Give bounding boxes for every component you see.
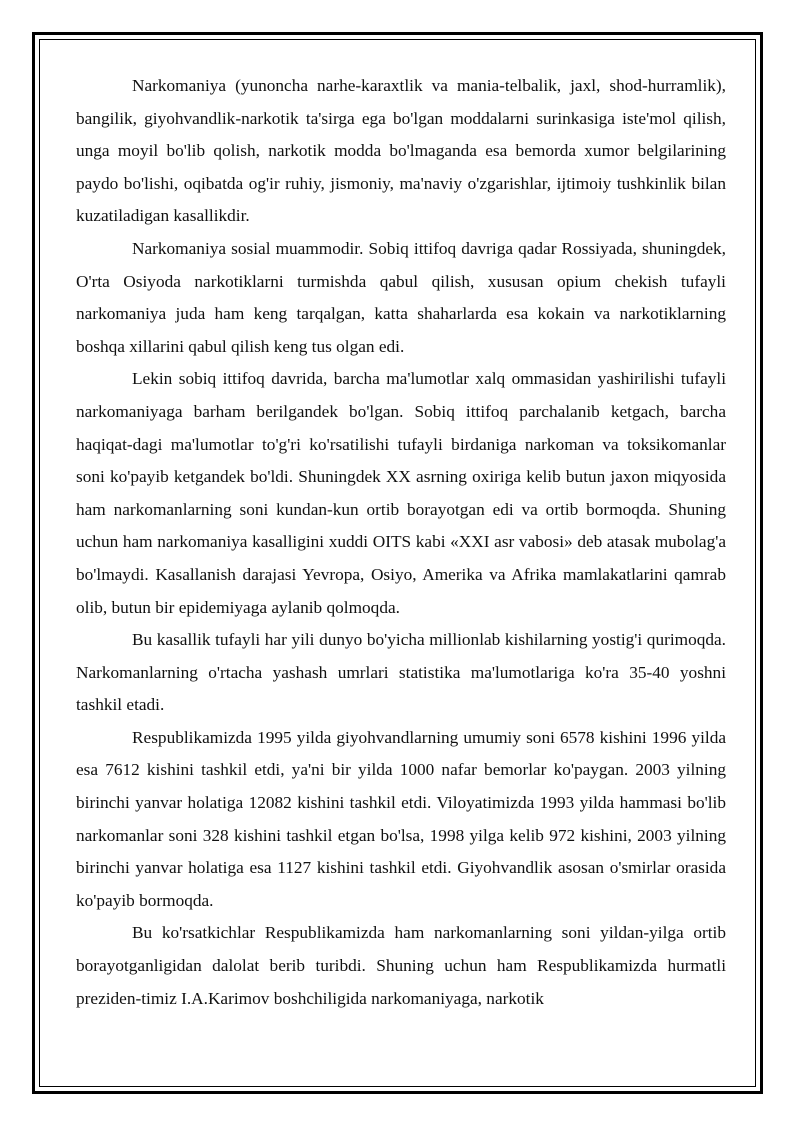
document-body <box>76 70 726 1015</box>
paragraph-social-problem: Narkomaniya sosial muammodir. Sobiq ittifoq davriga qadar Rossiyada, shuningdek, O'rta Osiyoda narkotiklarni turmishda qabul qilish, xususan opium chekish tufayli narkomaniya juda ham keng tarqalgan, katta shaharlarda esa kokain va narkotiklarning boshqa xillarini qabul qilish keng tus olgan edi. <box>76 238 726 356</box>
paragraph-definition: Narkomaniya (yunoncha narhe-karaxtlik va mania-telbalik, jaxl, shod-hurramlik), bangilik, giyohvandlik-narkotik ta'sirga ega bo'lgan moddalarni surinkasiga iste'mol qilish, unga moyil bo'lib qolish, narkotik modda bo'lmaganda esa bemorda xumor belgilarining paydo bo'lishi, oqibatda og'ir ruhiy, jismoniy, ma'naviy o'zgarishlar, ijtimoiy tushkinlik bilan kuzatiladigan kasallikdir. <box>76 76 726 226</box>
paragraph-statistics: Respublikamizda 1995 yilda giyohvandlarning umumiy soni 6578 kishini 1996 yilda esa 7612 kishini tashkil etdi, ya'ni bir yilda 1000 nafar bemorlar ko'paygan. 2003 yilning birinchi yanvar holatiga 12082 kishini tashkil etdi. Viloyatimizda 1993 yilda hammasi bo'lib narkomanlar soni 328 kishini tashkil etgan bo'lsa, 1998 yilga kelib 972 kishini, 2003 yilning birinchi yanvar holatiga esa 1127 kishini tashkil etdi. Giyohvandlik asosan o'smirlar orasida ko'payib bormoqda. <box>76 727 726 910</box>
paragraph-soviet-period: Lekin sobiq ittifoq davrida, barcha ma'lumotlar xalq ommasidan yashirilishi tufayli narkomaniyaga barham berilgandek bo'lgan. Sobiq ittifoq parchalanib ketgach, barcha haqiqat-dagi ma'lumotlar to'g'ri ko'rsatilishi tufayli birdaniga narkoman va toksikomanlar soni ko'payib ketgandek bo'ldi. Shuningdek XX asrning oxiriga kelib butun jaxon miqyosida ham narkomanlarning soni kundan-kun ortib borayotgan edi va ortib bormoqda. Shuning uchun ham narkomaniya kasalligini xuddi OITS kabi «XXI asr vabosi» deb atasak mubolag'a bo'lmaydi. Kasallanish darajasi Yevropa, Osiyo, Amerika va Afrika mamlakatlarini qamrab olib, butun bir epidemiyaga aylanib qolmoqda. <box>76 369 726 617</box>
paragraph-mortality: Bu kasallik tufayli har yili dunyo bo'yicha millionlab kishilarning yostig'i qurimoqda. Narkomanlarning o'rtacha yashash umrlari statistika ma'lumotlariga ko'ra 35-40 yoshni tashkil etadi. <box>76 630 726 715</box>
paragraph-conclusion: Bu ko'rsatkichlar Respublikamizda ham narkomanlarning soni yildan-yilga ortib borayotganligidan dalolat berib turibdi. Shuning uchun ham Respublikamizda hurmatli preziden-timiz I.A.Karimov boshchiligida narkomaniyaga, narkotik <box>76 923 726 1008</box>
